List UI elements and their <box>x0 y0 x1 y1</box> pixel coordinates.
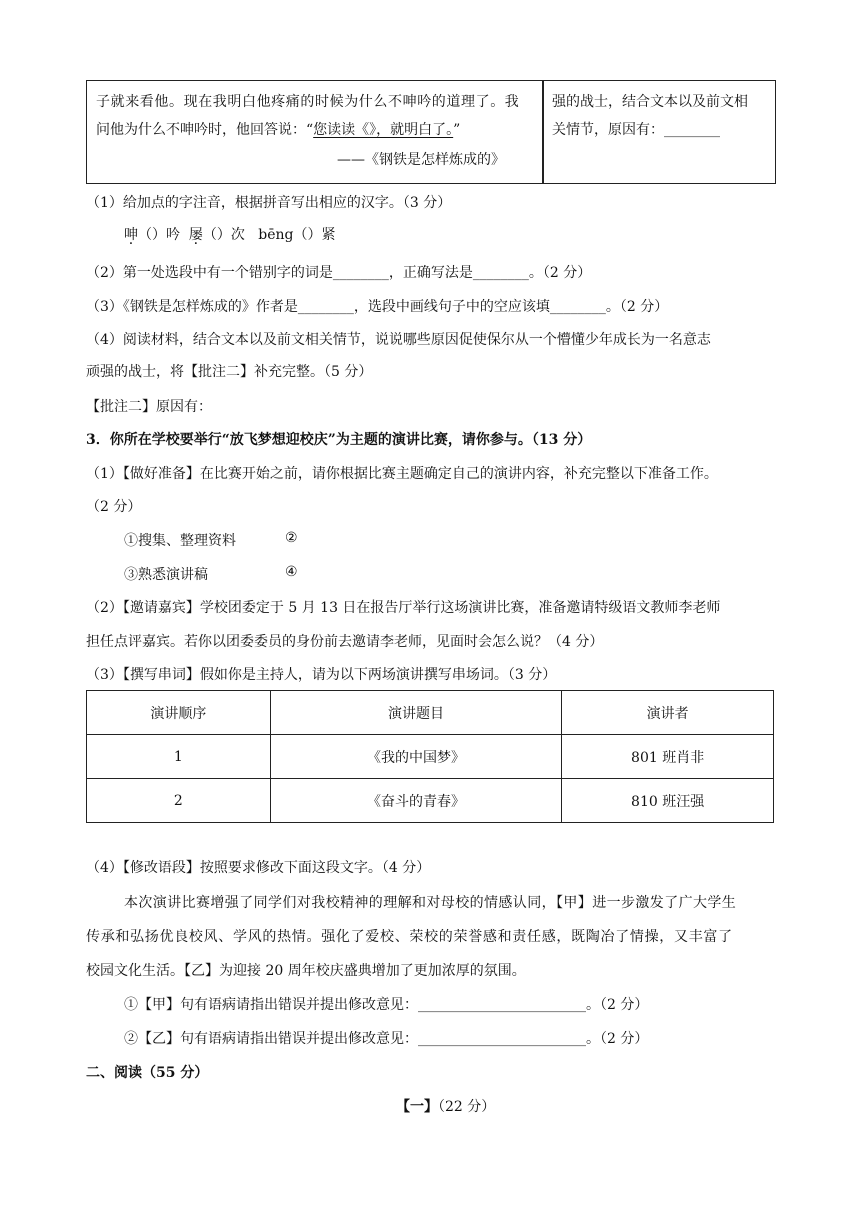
underlined-quote: 您读读《》，就明白了。 <box>313 122 454 138</box>
prep-item-3: ③熟悉演讲稿 <box>124 567 208 583</box>
excerpt-line-2-end: ” <box>453 122 461 138</box>
header-title: 演讲题目 <box>270 691 562 735</box>
item-c: bēng（）紧 <box>258 227 336 243</box>
cell-order: 2 <box>87 779 271 823</box>
header-order: 演讲顺序 <box>87 691 271 735</box>
table-header-row <box>87 691 774 735</box>
cell-title: 《我的中国梦》 <box>270 735 562 779</box>
note-two: 【批注二】原因有： <box>86 399 212 415</box>
reading-subtitle-score: （22 分） <box>438 1099 496 1115</box>
question-4-line-2: 顽强的战士，将【批注二】补充完整。（5 分） <box>86 364 373 380</box>
reading-subtitle-mark: 【一】 <box>396 1099 438 1115</box>
dotted-char-lv: 屡 <box>188 227 203 243</box>
speech-table <box>86 690 774 823</box>
section-2-title: 二、阅读（55 分） <box>86 1065 209 1081</box>
prep-item-2: ② <box>285 530 298 546</box>
fix-item-2: ②【乙】句有语病请指出错误并提出修改意见：________________________。（2 分） <box>124 1031 649 1047</box>
cell-order: 1 <box>87 735 271 779</box>
cell-title: 《奋斗的青春》 <box>270 779 562 823</box>
excerpt-line-1: 子就来看他。现在我明白他疼痛的时候为什么不呻吟的道理了。我 <box>96 94 520 110</box>
prep-item-4: ④ <box>285 564 298 580</box>
paragraph-line-3: 校园文化生活。【乙】为迎接 20 周年校庆盛典增加了更加浓厚的氛围。 <box>86 963 526 979</box>
prep-item-1: ①搜集、整理资料 <box>124 533 236 549</box>
excerpt-source: ——《钢铁是怎样炼成的》 <box>337 152 505 168</box>
s3-question-2-line-1: （2）【邀请嘉宾】学校团委定于 5 月 13 日在报告厅举行这场演讲比赛，准备邀请特级语文教师李老师 <box>86 600 721 616</box>
reading-subtitle <box>396 1096 495 1116</box>
excerpt-line-2 <box>96 119 460 139</box>
s3-question-3: （3）【撰写串词】假如你是主持人，请为以下两场演讲撰写串场词。（3 分） <box>86 667 557 683</box>
question-1: （1）给加点的字注音，根据拼音写出相应的汉字。（3 分） <box>86 195 452 211</box>
s3-question-1-line-1: （1）【做好准备】在比赛开始之前，请你根据比赛主题确定自己的演讲内容，补充完整以下准备工作。 <box>86 466 718 482</box>
section-3-title: 3．你所在学校要举行“放飞梦想迎校庆”为主题的演讲比赛，请你参与。（13 分） <box>86 432 592 448</box>
cell-speaker: 801 班肖非 <box>562 735 774 779</box>
item-b-rest: （）次 <box>202 227 245 243</box>
question-1-items <box>124 224 336 244</box>
annotation-line-2: 关情节，原因有：________ <box>552 122 720 138</box>
s3-question-2-line-2: 担任点评嘉宾。若你以团委委员的身份前去邀请李老师，见面时会怎么说？（4 分） <box>86 634 604 650</box>
fix-item-1: ①【甲】句有语病请指出错误并提出修改意见：________________________。（2 分） <box>124 997 649 1013</box>
excerpt-line-2-start: 问他为什么不呻吟时，他回答说：“ <box>96 122 314 138</box>
s3-question-1-line-2: （2 分） <box>86 499 142 515</box>
item-a-rest: （）吟 <box>138 227 180 243</box>
question-4-line-1: （4）阅读材料，结合文本以及前文相关情节，说说哪些原因促使保尔从一个懵懂少年成长为一名意志 <box>86 332 711 348</box>
header-speaker: 演讲者 <box>562 691 774 735</box>
s3-question-4: （4）【修改语段】按照要求修改下面这段文字。（4 分） <box>86 860 431 876</box>
cell-speaker: 810 班汪强 <box>562 779 774 823</box>
dotted-char-shen: 呻 <box>124 227 138 243</box>
paragraph-line-1: 本次演讲比赛增强了同学们对我校精神的理解和对母校的情感认同，【甲】进一步激发了广大学生 <box>124 895 737 911</box>
table-row <box>87 779 774 823</box>
question-3: （3）《钢铁是怎样炼成的》作者是________，选段中画线句子中的空应该填________。（2 分） <box>86 299 669 315</box>
question-2: （2）第一处选段中有一个错别字的词是________，正确写法是________。（2 分） <box>86 265 592 281</box>
annotation-line-1: 强的战士，结合文本以及前文相 <box>552 94 748 110</box>
paragraph-line-2: 传承和弘扬优良校风、学风的热情。强化了爱校、荣校的荣誉感和责任感，既陶冶了情操，又丰富了 <box>86 929 733 945</box>
table-row <box>87 735 774 779</box>
